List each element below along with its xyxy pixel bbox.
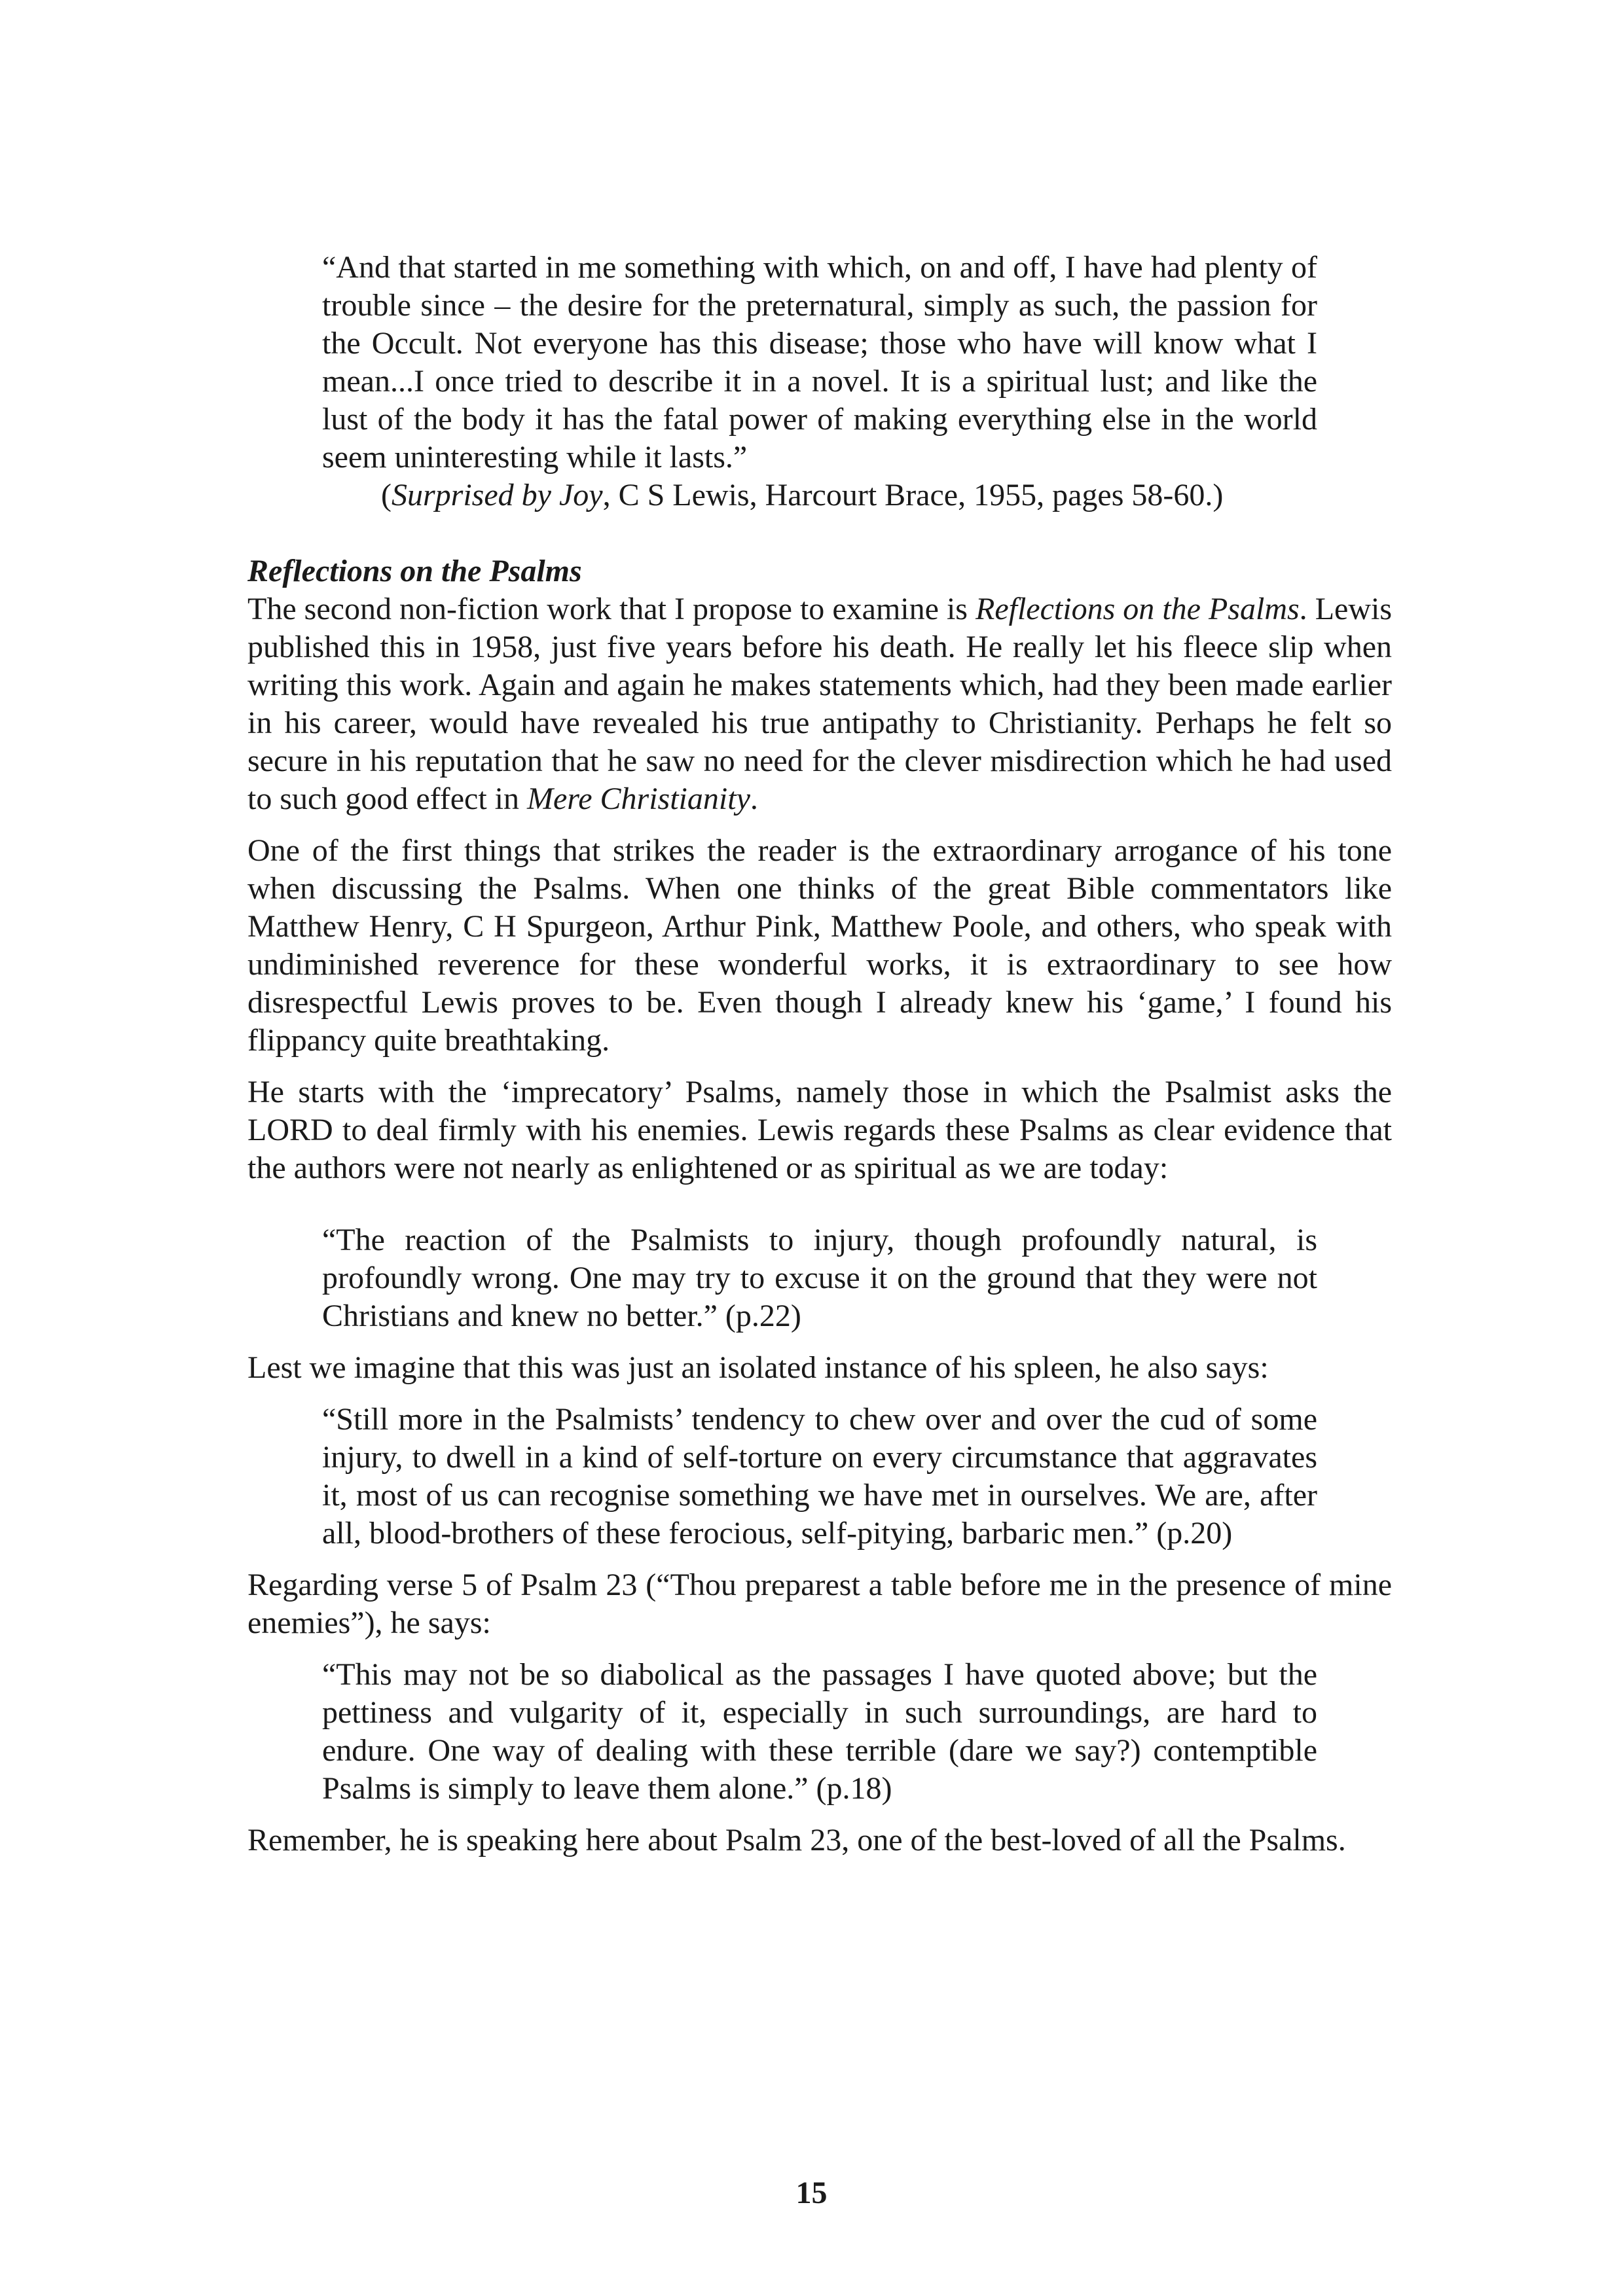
block-quote-p18 — [322, 1656, 1317, 1808]
para-text-middle: . Lewis published this in 1958, just five years before his death. He really let his fleece slip when writing this work. Again and again he makes statements which, had they been made earlier in his career, would have revealed his true antipathy to Christianity. Perhaps he felt so secure in his reputation that he saw no need for the clever misdirection which he had used to such good effect in — [247, 592, 1393, 816]
citation-book-title: Surprised by Joy — [391, 478, 603, 512]
section-heading: Reflections on the Psalms — [247, 554, 582, 588]
paragraph-intro — [247, 590, 1392, 818]
paragraph-arrogance: One of the first things that strikes the reader is the extraordinary arrogance of his tone when discussing the Psalms. When one thinks of the great Bible commentators like Matthew Henry, C H Spurgeon, Arthur Pink, Matthew Poole, and others, who speak with undiminished reverence for these wonderful works, it is extraordinary to see how disrespectful Lewis proves to be. Even though I already knew his ‘game,’ I found his flippancy quite breathtaking. — [247, 833, 1392, 1058]
paragraph-spleen: Lest we imagine that this was just an isolated instance of his spleen, he also says: — [247, 1350, 1269, 1385]
para-text-end: . — [750, 781, 758, 816]
paragraph-psalm-23: Regarding verse 5 of Psalm 23 (“Thou preparest a table before me in the presence of mine enemies”), he says: — [247, 1568, 1392, 1640]
quote-text: “And that started in me something with which, on and off, I have had plenty of trouble since – the desire for the preternatural, simply as such, the passion for the Occult. Not everyone has this disease; those who have will know what I mean...I once tried to describe it in a novel. It is a spiritual lust; and like the lust of the body it has the fatal power of making everything else in the world seem uninteresting while it lasts.” — [322, 250, 1317, 475]
book-title-reflections: Reflections on the Psalms — [976, 592, 1300, 626]
paragraph-imprecatory: He starts with the ‘imprecatory’ Psalms, namely those in which the Psalmist asks the LORD to deal firmly with his enemies. Lewis regards these Psalms as clear evidence that the authors were not nearly as enlightened or as spiritual as we are today: — [247, 1075, 1392, 1185]
page-content — [247, 249, 1392, 1859]
citation-details: , C S Lewis, Harcourt Brace, 1955, pages 58-60.) — [602, 478, 1224, 512]
book-title-mere-christianity: Mere Christianity — [527, 781, 750, 816]
paragraph-remember: Remember, he is speaking here about Psalm 23, one of the best-loved of all the Psalms. — [247, 1823, 1346, 1857]
page-number: 15 — [795, 2176, 828, 2210]
quote-text: “Still more in the Psalmists’ tendency to chew over and over the cud of some injury, to dwell in a kind of self-torture on every circumstance that aggravates it, most of us can recognise something we have met in ourselves. We are, after all, blood-brothers of these ferocious, self-pitying, barbaric men.” (p.20) — [322, 1402, 1317, 1551]
citation-open: ( — [381, 478, 392, 512]
para-text-start: The second non-fiction work that I propose to examine is — [247, 592, 976, 626]
block-quote-surprised-by-joy — [322, 249, 1317, 476]
block-quote-p22 — [322, 1221, 1317, 1335]
block-quote-p20 — [322, 1401, 1317, 1552]
quote-text: “This may not be so diabolical as the passages I have quoted above; but the pettiness and vulgarity of it, especially in such surroundings, are hard to endure. One way of dealing with these terrible (dare we say?) contemptible Psalms is simply to leave them alone.” (p.18) — [322, 1657, 1317, 1806]
quote-text: “The reaction of the Psalmists to injury, though profoundly natural, is profoundly wrong. One may try to excuse it on the ground that they were not Christians and knew no better.” (p.22) — [322, 1223, 1317, 1333]
quote-citation — [381, 476, 1392, 514]
